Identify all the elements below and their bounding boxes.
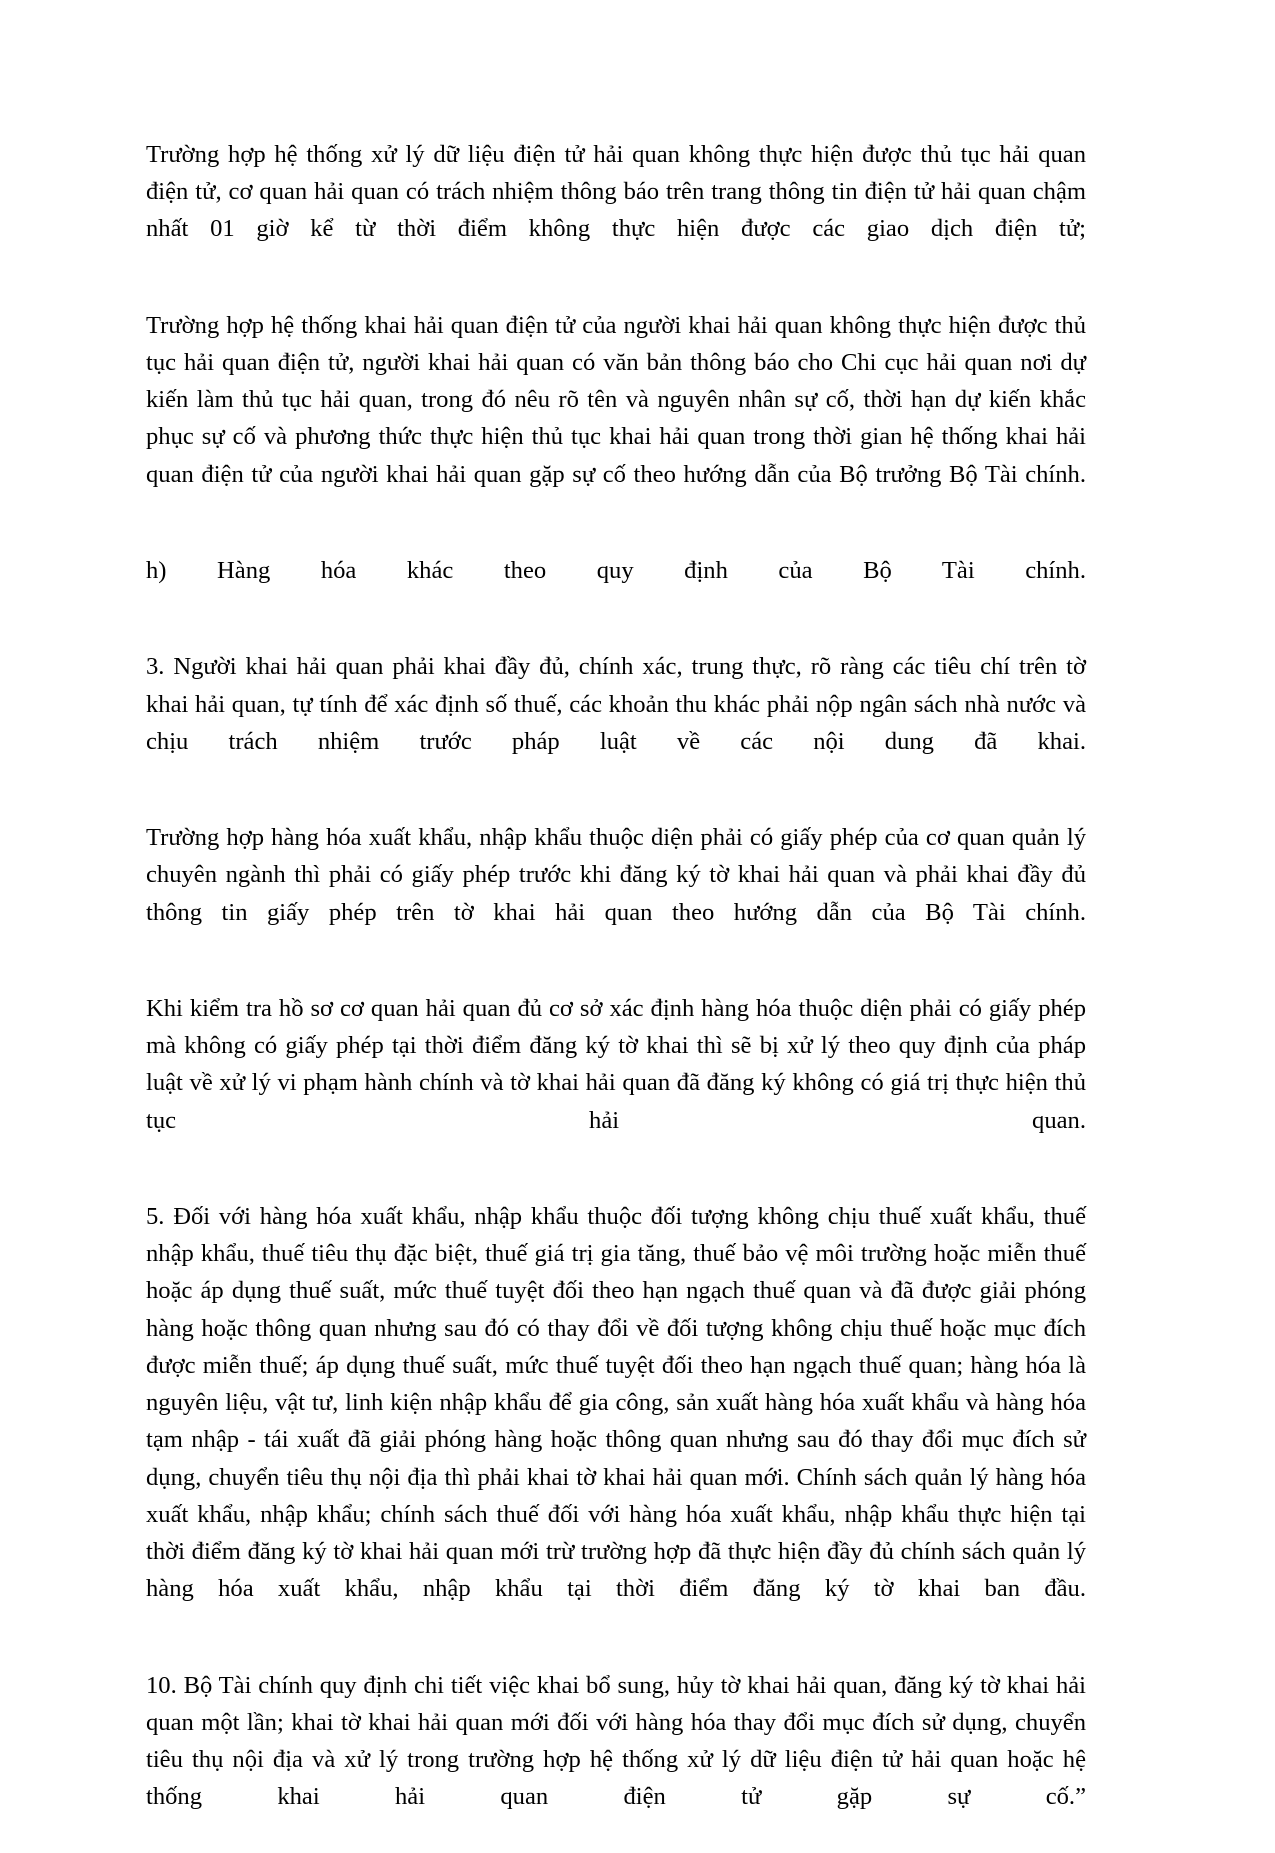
paragraph-he-thong-xu-ly: Trường hợp hệ thống xử lý dữ liệu điện tử hải quan không thực hiện được thủ tục hải quan điện tử, cơ quan hải quan có trách nhiệm thông báo trên trang thông tin điện tử hải quan chậm nhất 01 giờ kể từ thời điểm không thực hiện được các giao dịch điện tử; xyxy=(146,141,1086,243)
paragraph-clause-10: 10. Bộ Tài chính quy định chi tiết việc khai bổ sung, hủy tờ khai hải quan, đăng ký tờ khai hải quan một lần; khai tờ khai hải quan mới đối với hàng hóa thay đổi mục đích sử dụng, chuyển tiêu thụ nội địa và xử lý trong trường hợp hệ thống xử lý dữ liệu điện tử hải quan hoặc hệ thống khai hải quan điện tử gặp sự cố.” xyxy=(146,1671,1086,1811)
paragraph-item-h: h) Hàng hóa khác theo quy định của Bộ Tài chính. xyxy=(146,557,1086,585)
paragraph-clause-3: 3. Người khai hải quan phải khai đầy đủ, chính xác, trung thực, rõ ràng các tiêu chí trên tờ khai hải quan, tự tính để xác định số thuế, các khoản thu khác phải nộp ngân sách nhà nước và chịu trách nhiệm trước pháp luật về các nội dung đã khai. xyxy=(146,653,1086,755)
paragraph-kiem-tra-ho-so: Khi kiểm tra hồ sơ cơ quan hải quan đủ cơ sở xác định hàng hóa thuộc diện phải có giấy phép mà không có giấy phép tại thời điểm đăng ký tờ khai thì sẽ bị xử lý theo quy định của pháp luật về xử lý vi phạm hành chính và tờ khai hải quan đã đăng ký không có giá trị thực hiện thủ tục hải quan. xyxy=(146,995,1086,1134)
paragraph-clause-5: 5. Đối với hàng hóa xuất khẩu, nhập khẩu thuộc đối tượng không chịu thuế xuất khẩu, thuế nhập khẩu, thuế tiêu thụ đặc biệt, thuế giá trị gia tăng, thuế bảo vệ môi trường hoặc miễn thuế hoặc áp dụng thuế suất, mức thuế tuyệt đối theo hạn ngạch thuế quan và đã được giải phóng hàng hoặc thông quan nhưng sau đó có thay đổi về đối tượng không chịu thuế hoặc mục đích được miễn thuế; áp dụng thuế suất, mức thuế tuyệt đối theo hạn ngạch thuế quan; hàng hóa là nguyên liệu, vật tư, linh kiện nhập khẩu để gia công, sản xuất hàng hóa xuất khẩu và hàng hóa tạm nhập - tái xuất đã giải phóng hàng hoặc thông quan nhưng sau đó thay đổi mục đích sử dụng, chuyển tiêu thụ nội địa thì phải khai tờ khai hải quan mới. Chính sách quản lý hàng hóa xuất khẩu, nhập khẩu; chính sách thuế đối với hàng hóa xuất khẩu, nhập khẩu thực hiện tại thời điểm đăng ký tờ khai hải quan mới trừ trường hợp đã thực hiện đầy đủ chính sách quản lý hàng hóa xuất khẩu, nhập khẩu tại thời điểm đăng ký tờ khai ban đầu. xyxy=(146,1203,1086,1603)
paragraph-he-thong-khai-hai-quan: Trường hợp hệ thống khai hải quan điện tử của người khai hải quan không thực hiện được thủ tục hải quan điện tử, người khai hải quan có văn bản thông báo cho Chi cục hải quan nơi dự kiến làm thủ tục hải quan, trong đó nêu rõ tên và nguyên nhân sự cố, thời hạn dự kiến khắc phục sự cố và phương thức thực hiện thủ tục khai hải quan trong thời gian hệ thống khai hải quan điện tử của người khai hải quan gặp sự cố theo hướng dẫn của Bộ trưởng Bộ Tài chính. xyxy=(146,311,1086,488)
paragraph-giay-phep: Trường hợp hàng hóa xuất khẩu, nhập khẩu thuộc diện phải có giấy phép của cơ quan quản lý chuyên ngành thì phải có giấy phép trước khi đăng ký tờ khai hải quan và phải khai đầy đủ thông tin giấy phép trên tờ khai hải quan theo hướng dẫn của Bộ Tài chính. xyxy=(146,824,1086,926)
document-text-column xyxy=(146,136,1086,1853)
